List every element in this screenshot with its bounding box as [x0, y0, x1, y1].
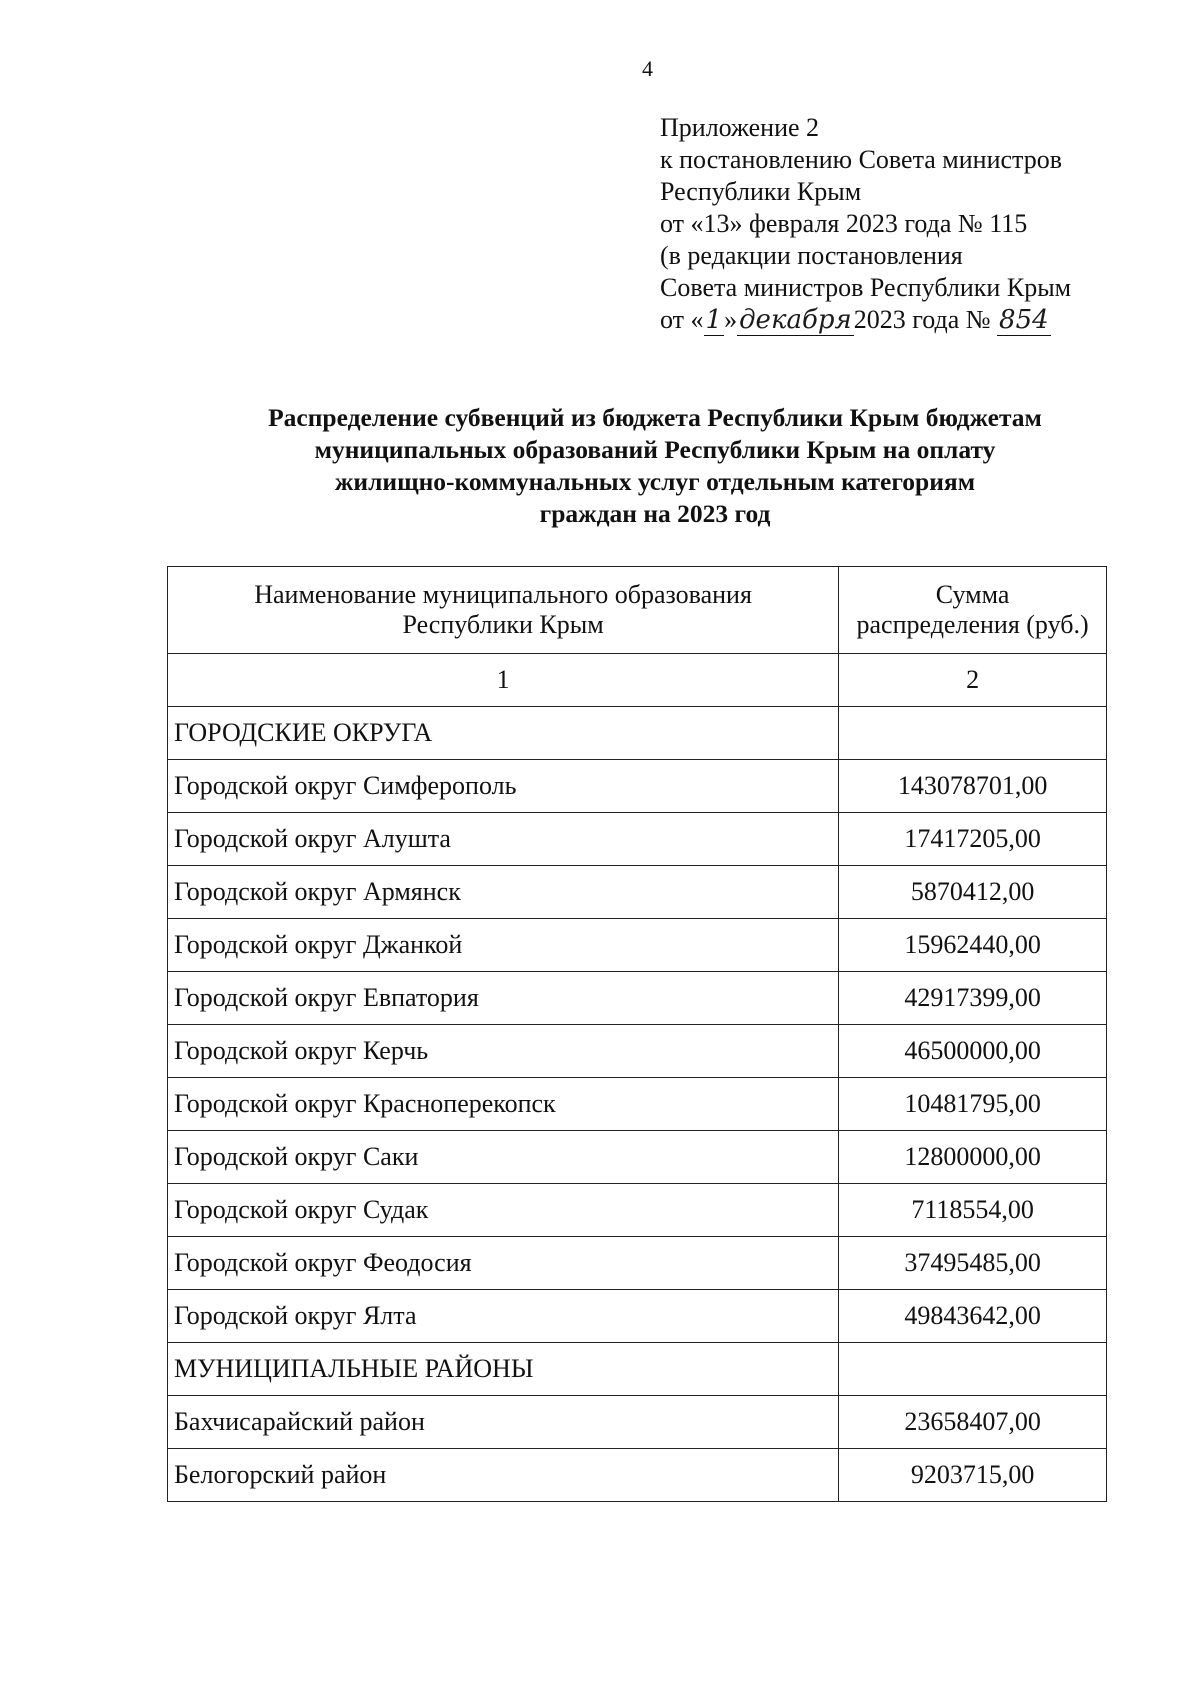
table-row: [168, 866, 1107, 919]
appendix-block: [660, 112, 1071, 336]
date-mid: »: [724, 305, 738, 334]
document-title: [150, 402, 1160, 530]
municipality-name-cell: Белогорский район: [168, 1449, 839, 1502]
table-row: [168, 1343, 1107, 1396]
municipality-name-cell: Городской округ Ялта: [168, 1290, 839, 1343]
amount-cell: 143078701,00: [839, 760, 1107, 813]
table-row: [168, 813, 1107, 866]
municipality-name-cell: Городской округ Судак: [168, 1184, 839, 1237]
table-row: [168, 1078, 1107, 1131]
appendix-date-line: [660, 304, 1071, 336]
table-header-row: [168, 567, 1107, 654]
amount-cell: 37495485,00: [839, 1237, 1107, 1290]
municipality-name-cell: Городской округ Симферополь: [168, 760, 839, 813]
handwritten-number: 854: [999, 305, 1049, 335]
table-row: [168, 707, 1107, 760]
table-row: [168, 1396, 1107, 1449]
column-number-row: [168, 654, 1107, 707]
column-number-2: 2: [839, 654, 1107, 707]
table-row: [168, 1449, 1107, 1502]
municipality-name-cell: МУНИЦИПАЛЬНЫЕ РАЙОНЫ: [168, 1343, 839, 1396]
amount-cell: 5870412,00: [839, 866, 1107, 919]
distribution-table: [167, 566, 1107, 1502]
municipality-name-cell: Городской округ Саки: [168, 1131, 839, 1184]
appendix-line: от «13» февраля 2023 года № 115: [660, 209, 1028, 238]
amount-cell: 12800000,00: [839, 1131, 1107, 1184]
table-row: [168, 972, 1107, 1025]
amount-cell: [839, 707, 1107, 760]
title-line: жилищно-коммунальных услуг отдельным категориям: [334, 467, 976, 496]
header-name-line1: Наименование муниципального образования: [254, 580, 752, 609]
table-row: [168, 760, 1107, 813]
handwritten-day: 1: [705, 305, 723, 335]
table-row: [168, 1184, 1107, 1237]
header-name-cell: [168, 567, 839, 654]
table-row: [168, 1237, 1107, 1290]
appendix-line: Приложение 2: [660, 113, 820, 142]
amount-cell: 42917399,00: [839, 972, 1107, 1025]
municipality-name-cell: Городской округ Красноперекопск: [168, 1078, 839, 1131]
table-row: [168, 1290, 1107, 1343]
header-amount-line1: Сумма: [935, 580, 1010, 609]
municipality-name-cell: ГОРОДСКИЕ ОКРУГА: [168, 707, 839, 760]
appendix-line: Республики Крым: [660, 177, 862, 206]
table-row: [168, 1131, 1107, 1184]
municipality-name-cell: Городской округ Евпатория: [168, 972, 839, 1025]
amount-cell: 49843642,00: [839, 1290, 1107, 1343]
municipality-name-cell: Городской округ Алушта: [168, 813, 839, 866]
header-amount-cell: [839, 567, 1107, 654]
amount-cell: 7118554,00: [839, 1184, 1107, 1237]
amount-cell: 17417205,00: [839, 813, 1107, 866]
page-number: 4: [642, 56, 653, 81]
amount-cell: 9203715,00: [839, 1449, 1107, 1502]
table-row: [168, 919, 1107, 972]
title-line: муниципальных образований Республики Крым на оплату: [314, 435, 996, 464]
date-year: 2023 года №: [853, 305, 991, 334]
municipality-name-cell: Городской округ Феодосия: [168, 1237, 839, 1290]
amount-cell: 46500000,00: [839, 1025, 1107, 1078]
municipality-name-cell: Городской округ Керчь: [168, 1025, 839, 1078]
amount-cell: 23658407,00: [839, 1396, 1107, 1449]
municipality-name-cell: Городской округ Джанкой: [168, 919, 839, 972]
column-number-1: 1: [168, 654, 839, 707]
appendix-line: к постановлению Совета министров: [660, 145, 1062, 174]
header-name-line2: Республики Крым: [402, 610, 604, 639]
title-line: Распределение субвенций из бюджета Республики Крым бюджетам: [268, 403, 1042, 432]
municipality-name-cell: Бахчисарайский район: [168, 1396, 839, 1449]
amount-cell: 10481795,00: [839, 1078, 1107, 1131]
table-row: [168, 1025, 1107, 1078]
handwritten-month: декабря: [739, 305, 852, 335]
date-prefix: от «: [660, 305, 704, 334]
appendix-line: Совета министров Республики Крым: [660, 273, 1072, 302]
municipality-name-cell: Городской округ Армянск: [168, 866, 839, 919]
header-amount-line2: распределения (руб.): [856, 610, 1089, 639]
amount-cell: [839, 1343, 1107, 1396]
appendix-line: (в редакции постановления: [660, 241, 963, 270]
amount-cell: 15962440,00: [839, 919, 1107, 972]
title-line: граждан на 2023 год: [539, 499, 771, 528]
